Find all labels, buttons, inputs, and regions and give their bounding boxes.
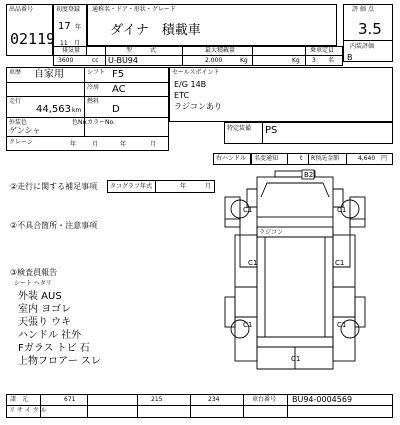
- footer-label: リ サ イ ク ル: [9, 407, 47, 414]
- recycle-value: 4,640: [358, 155, 376, 162]
- reg-month-value: 11: [60, 40, 68, 47]
- type-value: 自家用: [34, 69, 64, 80]
- color-label: 外装色: [9, 119, 28, 126]
- capacity-value: 3: [312, 57, 316, 64]
- payload-unit: Kg: [240, 57, 248, 64]
- reg-year-label: 初度登録: [56, 6, 81, 13]
- crane-month-2: 月: [150, 141, 157, 148]
- interior-label: 内装評価: [350, 43, 375, 50]
- ac-label: 冷房: [87, 84, 100, 91]
- chassis-label: 車台番号: [252, 396, 277, 403]
- damage-label: C1: [335, 259, 345, 267]
- reg-month-unit: 月: [74, 40, 81, 47]
- inspector-line: 上物フロアー スレ: [18, 356, 101, 367]
- footer-value: 215: [151, 396, 163, 403]
- payload-value: 2,000: [205, 57, 223, 64]
- capacity-unit: 名: [328, 57, 335, 64]
- damage-label: C1: [337, 206, 347, 214]
- inspector-title: ③検査員報告: [10, 268, 58, 277]
- special-value: PS: [265, 125, 278, 136]
- color-value: ゲンシャ: [9, 126, 41, 135]
- lot-label: 出品番号: [9, 6, 34, 13]
- sales-point-line: E/G 14B: [174, 80, 207, 89]
- model-label: 型 式: [126, 47, 157, 54]
- payload-unit-2: Kg: [292, 57, 300, 64]
- damage-label: C1: [243, 206, 253, 214]
- inspector-line: 室内 ヨゴレ: [18, 304, 72, 315]
- payload-label: 最大積載量: [205, 47, 236, 54]
- tacho-year: 年: [180, 183, 187, 190]
- colorno-label: カラーNo.: [87, 119, 115, 126]
- inspector-line: シート ヘタリ: [14, 280, 52, 287]
- defect-detail: ラジコン: [259, 229, 284, 236]
- rating-unit: t: [300, 155, 303, 162]
- fuel-label: 燃料: [87, 98, 100, 105]
- crane-year: 年: [70, 141, 77, 148]
- crane-month: 月: [92, 141, 99, 148]
- recycle-unit: 円: [381, 155, 388, 162]
- tacho-month: 月: [205, 183, 212, 190]
- shift-label: シフト: [87, 69, 106, 76]
- mileage-value: 44,563: [36, 104, 71, 115]
- truck-diagram: [195, 167, 395, 382]
- inspector-line: ハンドル 社外: [18, 330, 82, 341]
- tacho-label: タコグラフ年式: [110, 183, 153, 190]
- type-label: 車歴: [9, 69, 22, 76]
- footer-value: 234: [208, 396, 220, 403]
- damage-label: C1: [248, 259, 258, 267]
- car-name: ダイナ 積載車: [110, 23, 201, 38]
- displacement-unit: cc: [92, 57, 99, 64]
- mileage-unit: km: [72, 107, 82, 114]
- mileage-note: ②走行に関する補足事項: [10, 182, 98, 191]
- color-no-label: 色No.: [72, 119, 88, 126]
- chassis-value: BU94-0004569: [292, 395, 353, 404]
- model-value: U-BU94: [108, 56, 138, 65]
- score-value: 3.5: [358, 20, 382, 38]
- crane-label: クレーン: [9, 139, 33, 146]
- damage-label: C1: [243, 321, 253, 329]
- inspector-line: 天張り ウキ: [18, 317, 72, 328]
- footer-value: 671: [64, 396, 76, 403]
- footer-label: 諸 元: [10, 396, 29, 403]
- sales-point-line: ETC: [174, 91, 190, 100]
- inspector-line: 外装 AUS: [18, 291, 62, 302]
- rating-name-label: 名変通知: [254, 155, 279, 162]
- special-label: 特定装備: [227, 125, 252, 132]
- damage-label: C1: [291, 355, 301, 363]
- damage-label: B2: [304, 171, 314, 179]
- crane-year-2: 年: [120, 141, 127, 148]
- capacity-label: 乗車定員: [310, 47, 335, 54]
- inspector-line: Fガラス トビ 石: [18, 343, 90, 354]
- displacement-value: 3600: [58, 57, 74, 64]
- reg-year-value: 17: [58, 21, 71, 32]
- lot-number: 02119: [10, 30, 56, 48]
- sales-point-line: ラジコンあり: [174, 102, 222, 111]
- mileage-label: 走行: [9, 98, 22, 105]
- interior-value: B: [347, 53, 353, 62]
- score-label: 評 価 点: [352, 6, 374, 13]
- reg-year-unit: 年: [75, 24, 82, 31]
- displacement-label: 排気量: [62, 47, 81, 54]
- damage-label: C1: [337, 321, 347, 329]
- shift-value: F5: [112, 69, 125, 80]
- spec-label: 通称名・ドア・形状・グレード: [92, 6, 176, 13]
- steering-label: 右ハンドル: [216, 155, 247, 162]
- fuel-value: D: [112, 104, 120, 115]
- defect-note: ②不具合箇所・注意事項: [10, 221, 98, 230]
- rating-label: R预託金額: [311, 155, 340, 162]
- ac-value: AC: [112, 84, 126, 95]
- sales-points-label: セールスポイント: [172, 69, 220, 76]
